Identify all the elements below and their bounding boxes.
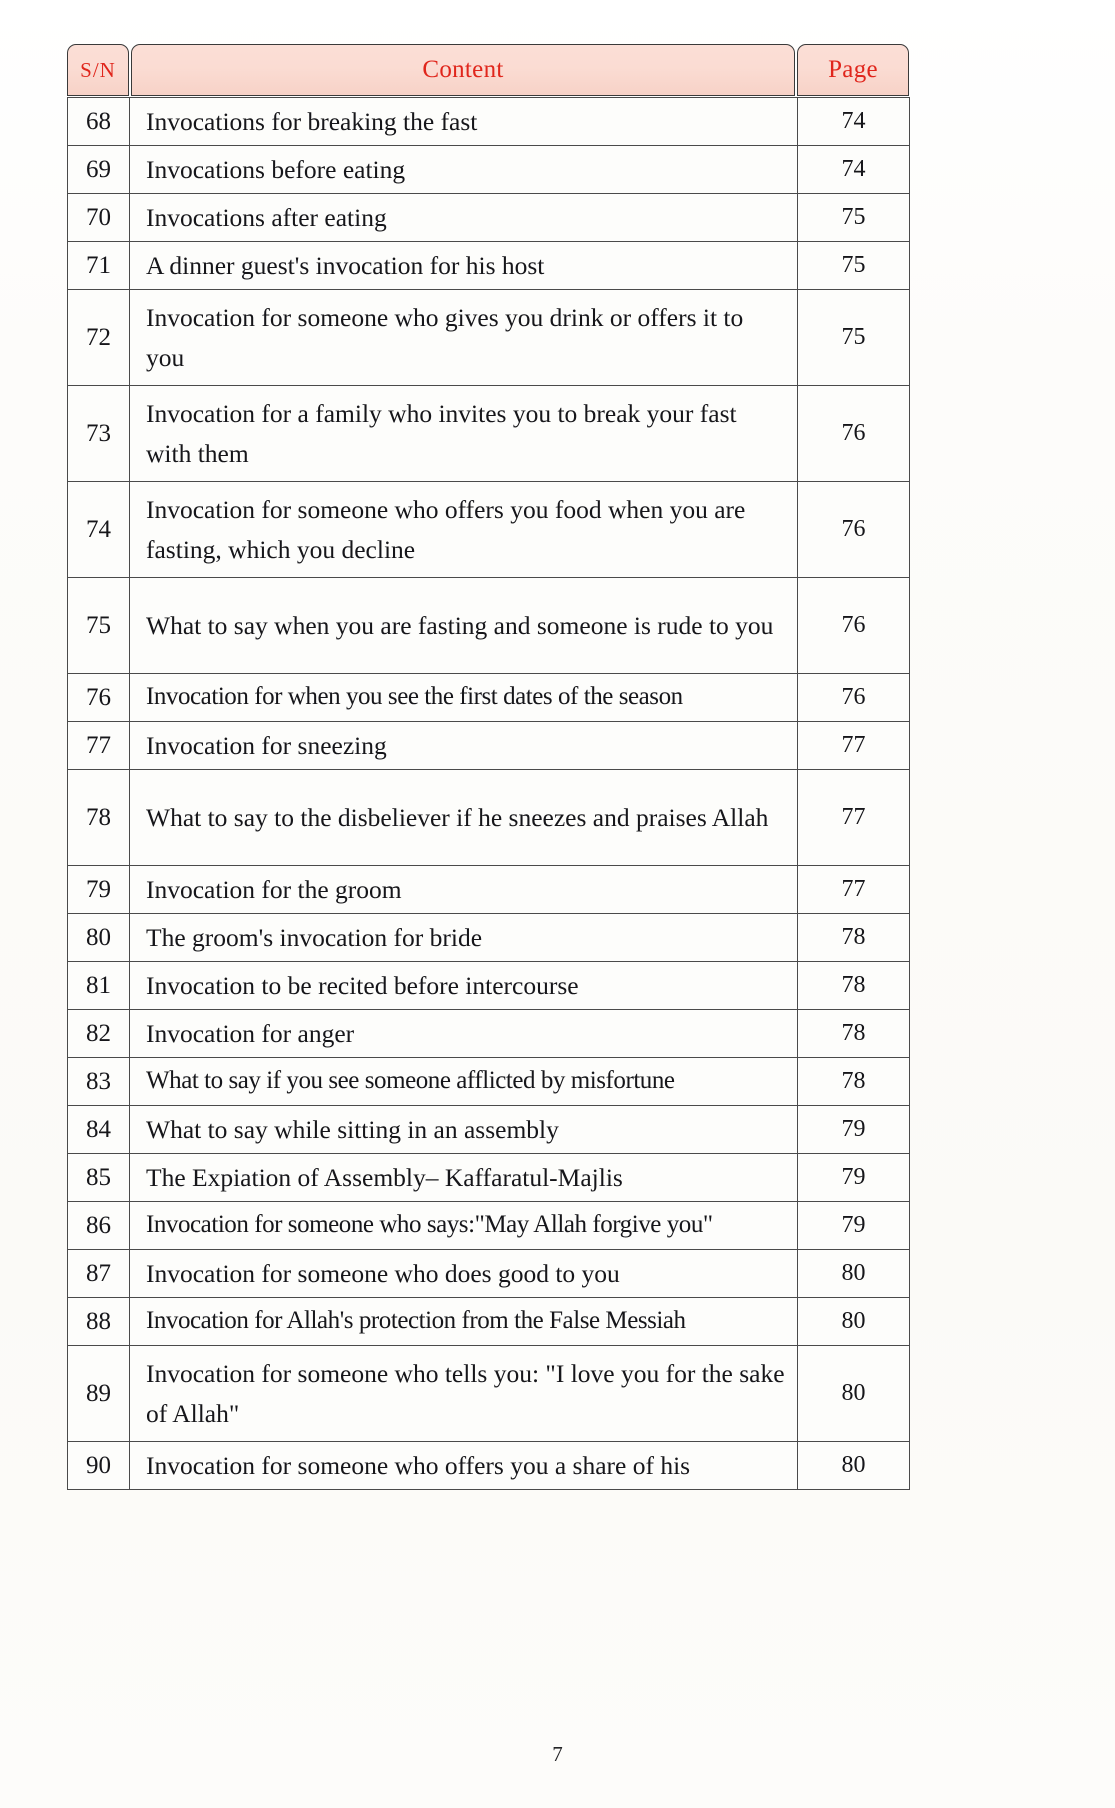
cell-page-number: 80	[798, 1442, 910, 1490]
cell-page-number: 76	[798, 386, 910, 482]
cell-content-title: Invocation for someone who offers you a share of his	[130, 1442, 798, 1490]
table-of-contents	[67, 44, 909, 1490]
cell-page-number: 75	[798, 290, 910, 386]
cell-serial-number: 89	[68, 1346, 130, 1442]
column-header-page: Page	[797, 44, 909, 96]
cell-serial-number: 87	[68, 1250, 130, 1298]
cell-page-number: 77	[798, 722, 910, 770]
cell-content-title: What to say while sitting in an assembly	[130, 1106, 798, 1154]
cell-serial-number: 80	[68, 914, 130, 962]
cell-page-number: 76	[798, 482, 910, 578]
cell-page-number: 75	[798, 194, 910, 242]
cell-serial-number: 74	[68, 482, 130, 578]
table-row	[68, 1106, 910, 1154]
table-row	[68, 194, 910, 242]
table-row	[68, 578, 910, 674]
cell-content-title: Invocation for anger	[130, 1010, 798, 1058]
cell-content-title: Invocations before eating	[130, 146, 798, 194]
table-header-row	[67, 44, 909, 96]
cell-content-title: What to say if you see someone afflicted by misfortune	[130, 1058, 798, 1106]
cell-content-title: Invocation for a family who invites you to break your fast with them	[130, 386, 798, 482]
table-row	[68, 1298, 910, 1346]
page-number-footer: 7	[552, 1742, 563, 1766]
table-row	[68, 290, 910, 386]
cell-page-number: 78	[798, 1058, 910, 1106]
table-row	[68, 1250, 910, 1298]
cell-content-title: Invocation for someone who offers you food when you are fasting, which you decline	[130, 482, 798, 578]
cell-content-title: Invocation to be recited before intercourse	[130, 962, 798, 1010]
cell-content-title: Invocation for someone who gives you drink or offers it to you	[130, 290, 798, 386]
cell-serial-number: 84	[68, 1106, 130, 1154]
table-row	[68, 1154, 910, 1202]
cell-serial-number: 83	[68, 1058, 130, 1106]
cell-content-title: Invocation for sneezing	[130, 722, 798, 770]
cell-serial-number: 90	[68, 1442, 130, 1490]
table-row	[68, 1010, 910, 1058]
cell-serial-number: 76	[68, 674, 130, 722]
cell-content-title: Invocations after eating	[130, 194, 798, 242]
cell-content-title: Invocation for someone who says:"May Allah forgive you"	[130, 1202, 798, 1250]
cell-page-number: 79	[798, 1202, 910, 1250]
column-header-serial: S/N	[67, 44, 129, 96]
cell-content-title: Invocations for breaking the fast	[130, 98, 798, 146]
cell-serial-number: 77	[68, 722, 130, 770]
cell-serial-number: 78	[68, 770, 130, 866]
cell-content-title: The groom's invocation for bride	[130, 914, 798, 962]
table-row	[68, 674, 910, 722]
table-row	[68, 1202, 910, 1250]
cell-serial-number: 71	[68, 242, 130, 290]
cell-serial-number: 73	[68, 386, 130, 482]
cell-content-title: The Expiation of Assembly– Kaffaratul-Majlis	[130, 1154, 798, 1202]
cell-content-title: What to say to the disbeliever if he sneezes and praises Allah	[130, 770, 798, 866]
table-row	[68, 482, 910, 578]
column-header-content: Content	[131, 44, 795, 96]
cell-page-number: 74	[798, 98, 910, 146]
cell-page-number: 74	[798, 146, 910, 194]
cell-serial-number: 72	[68, 290, 130, 386]
cell-page-number: 76	[798, 578, 910, 674]
contents-table-body	[68, 98, 910, 1490]
cell-page-number: 75	[798, 242, 910, 290]
table-row	[68, 146, 910, 194]
cell-page-number: 80	[798, 1298, 910, 1346]
cell-content-title: Invocation for someone who does good to you	[130, 1250, 798, 1298]
table-row	[68, 1058, 910, 1106]
cell-page-number: 80	[798, 1346, 910, 1442]
cell-page-number: 78	[798, 1010, 910, 1058]
cell-content-title: Invocation for the groom	[130, 866, 798, 914]
cell-content-title: A dinner guest's invocation for his host	[130, 242, 798, 290]
cell-page-number: 77	[798, 770, 910, 866]
cell-page-number: 78	[798, 962, 910, 1010]
cell-page-number: 78	[798, 914, 910, 962]
cell-serial-number: 86	[68, 1202, 130, 1250]
table-row	[68, 866, 910, 914]
cell-page-number: 79	[798, 1106, 910, 1154]
table-row	[68, 1346, 910, 1442]
cell-serial-number: 68	[68, 98, 130, 146]
table-row	[68, 914, 910, 962]
table-row	[68, 770, 910, 866]
cell-serial-number: 82	[68, 1010, 130, 1058]
cell-serial-number: 70	[68, 194, 130, 242]
cell-serial-number: 85	[68, 1154, 130, 1202]
cell-page-number: 79	[798, 1154, 910, 1202]
table-row	[68, 242, 910, 290]
table-row	[68, 962, 910, 1010]
cell-page-number: 76	[798, 674, 910, 722]
cell-content-title: Invocation for Allah's protection from the False Messiah	[130, 1298, 798, 1346]
cell-serial-number: 69	[68, 146, 130, 194]
cell-serial-number: 88	[68, 1298, 130, 1346]
cell-page-number: 77	[798, 866, 910, 914]
cell-serial-number: 81	[68, 962, 130, 1010]
cell-serial-number: 75	[68, 578, 130, 674]
table-row	[68, 98, 910, 146]
table-row	[68, 386, 910, 482]
cell-content-title: Invocation for someone who tells you: "I love you for the sake of Allah"	[130, 1346, 798, 1442]
cell-content-title: What to say when you are fasting and someone is rude to you	[130, 578, 798, 674]
table-row	[68, 1442, 910, 1490]
cell-content-title: Invocation for when you see the first dates of the season	[130, 674, 798, 722]
cell-serial-number: 79	[68, 866, 130, 914]
contents-table	[67, 97, 910, 1490]
cell-page-number: 80	[798, 1250, 910, 1298]
table-row	[68, 722, 910, 770]
